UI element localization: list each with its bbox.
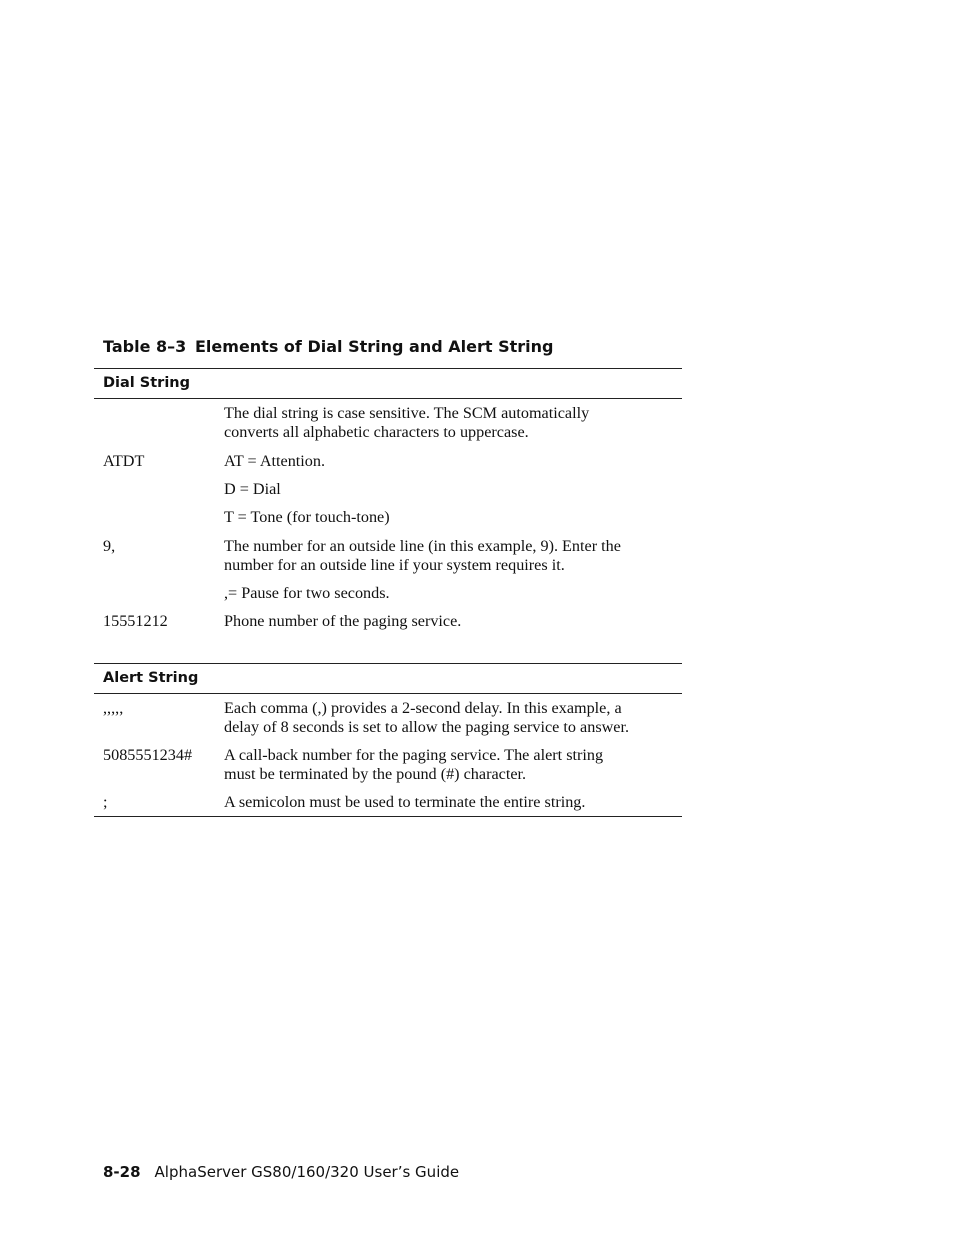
row-term: ,,,,, bbox=[103, 699, 124, 717]
row-term: 5085551234# bbox=[103, 746, 193, 764]
row-description bbox=[224, 404, 682, 442]
desc-line: A call-back number for the paging service. The alert string bbox=[224, 746, 604, 764]
row-term: 9, bbox=[103, 537, 116, 555]
dial-string-header: Dial String bbox=[94, 368, 682, 399]
desc-line: ,= Pause for two seconds. bbox=[224, 584, 390, 602]
guide-title: AlphaServer GS80/160/320 User’s Guide bbox=[154, 1163, 460, 1181]
row-description bbox=[224, 537, 682, 575]
desc-line: D = Dial bbox=[224, 480, 281, 498]
desc-line: delay of 8 seconds is set to allow the paging service to answer. bbox=[224, 718, 630, 736]
page-number: 8-28 bbox=[103, 1163, 141, 1181]
table-number: Table 8–3 bbox=[103, 337, 187, 356]
alert-string-section bbox=[94, 663, 682, 811]
row-term: ; bbox=[103, 793, 108, 811]
desc-line: Each comma (,) provides a 2-second delay. In this example, a bbox=[224, 699, 622, 717]
row-description bbox=[224, 699, 682, 737]
desc-line: The dial string is case sensitive. The SCM automatically bbox=[224, 404, 590, 422]
desc-line: number for an outside line if your system requires it. bbox=[224, 556, 565, 574]
desc-line: must be terminated by the pound (#) character. bbox=[224, 765, 527, 783]
row-description bbox=[224, 508, 682, 527]
dial-string-section bbox=[94, 368, 682, 630]
row-description bbox=[224, 452, 682, 471]
desc-line: A semicolon must be used to terminate the entire string. bbox=[224, 793, 586, 811]
table-title: Elements of Dial String and Alert String bbox=[195, 337, 554, 356]
row-description bbox=[224, 612, 682, 631]
row-term: 15551212 bbox=[103, 612, 168, 630]
alert-string-header: Alert String bbox=[94, 663, 682, 694]
table-bottom-rule bbox=[94, 816, 682, 817]
desc-line: T = Tone (for touch-tone) bbox=[224, 508, 390, 526]
desc-line: AT = Attention. bbox=[224, 452, 326, 470]
row-term: ATDT bbox=[103, 452, 145, 470]
row-description bbox=[224, 584, 682, 603]
desc-line: converts all alphabetic characters to uppercase. bbox=[224, 423, 529, 441]
row-description bbox=[224, 480, 682, 499]
row-description bbox=[224, 746, 682, 784]
page-footer bbox=[103, 1163, 459, 1181]
desc-line: The number for an outside line (in this example, 9). Enter the bbox=[224, 537, 621, 555]
table-caption bbox=[103, 337, 553, 356]
row-description bbox=[224, 793, 682, 812]
desc-line: Phone number of the paging service. bbox=[224, 612, 462, 630]
